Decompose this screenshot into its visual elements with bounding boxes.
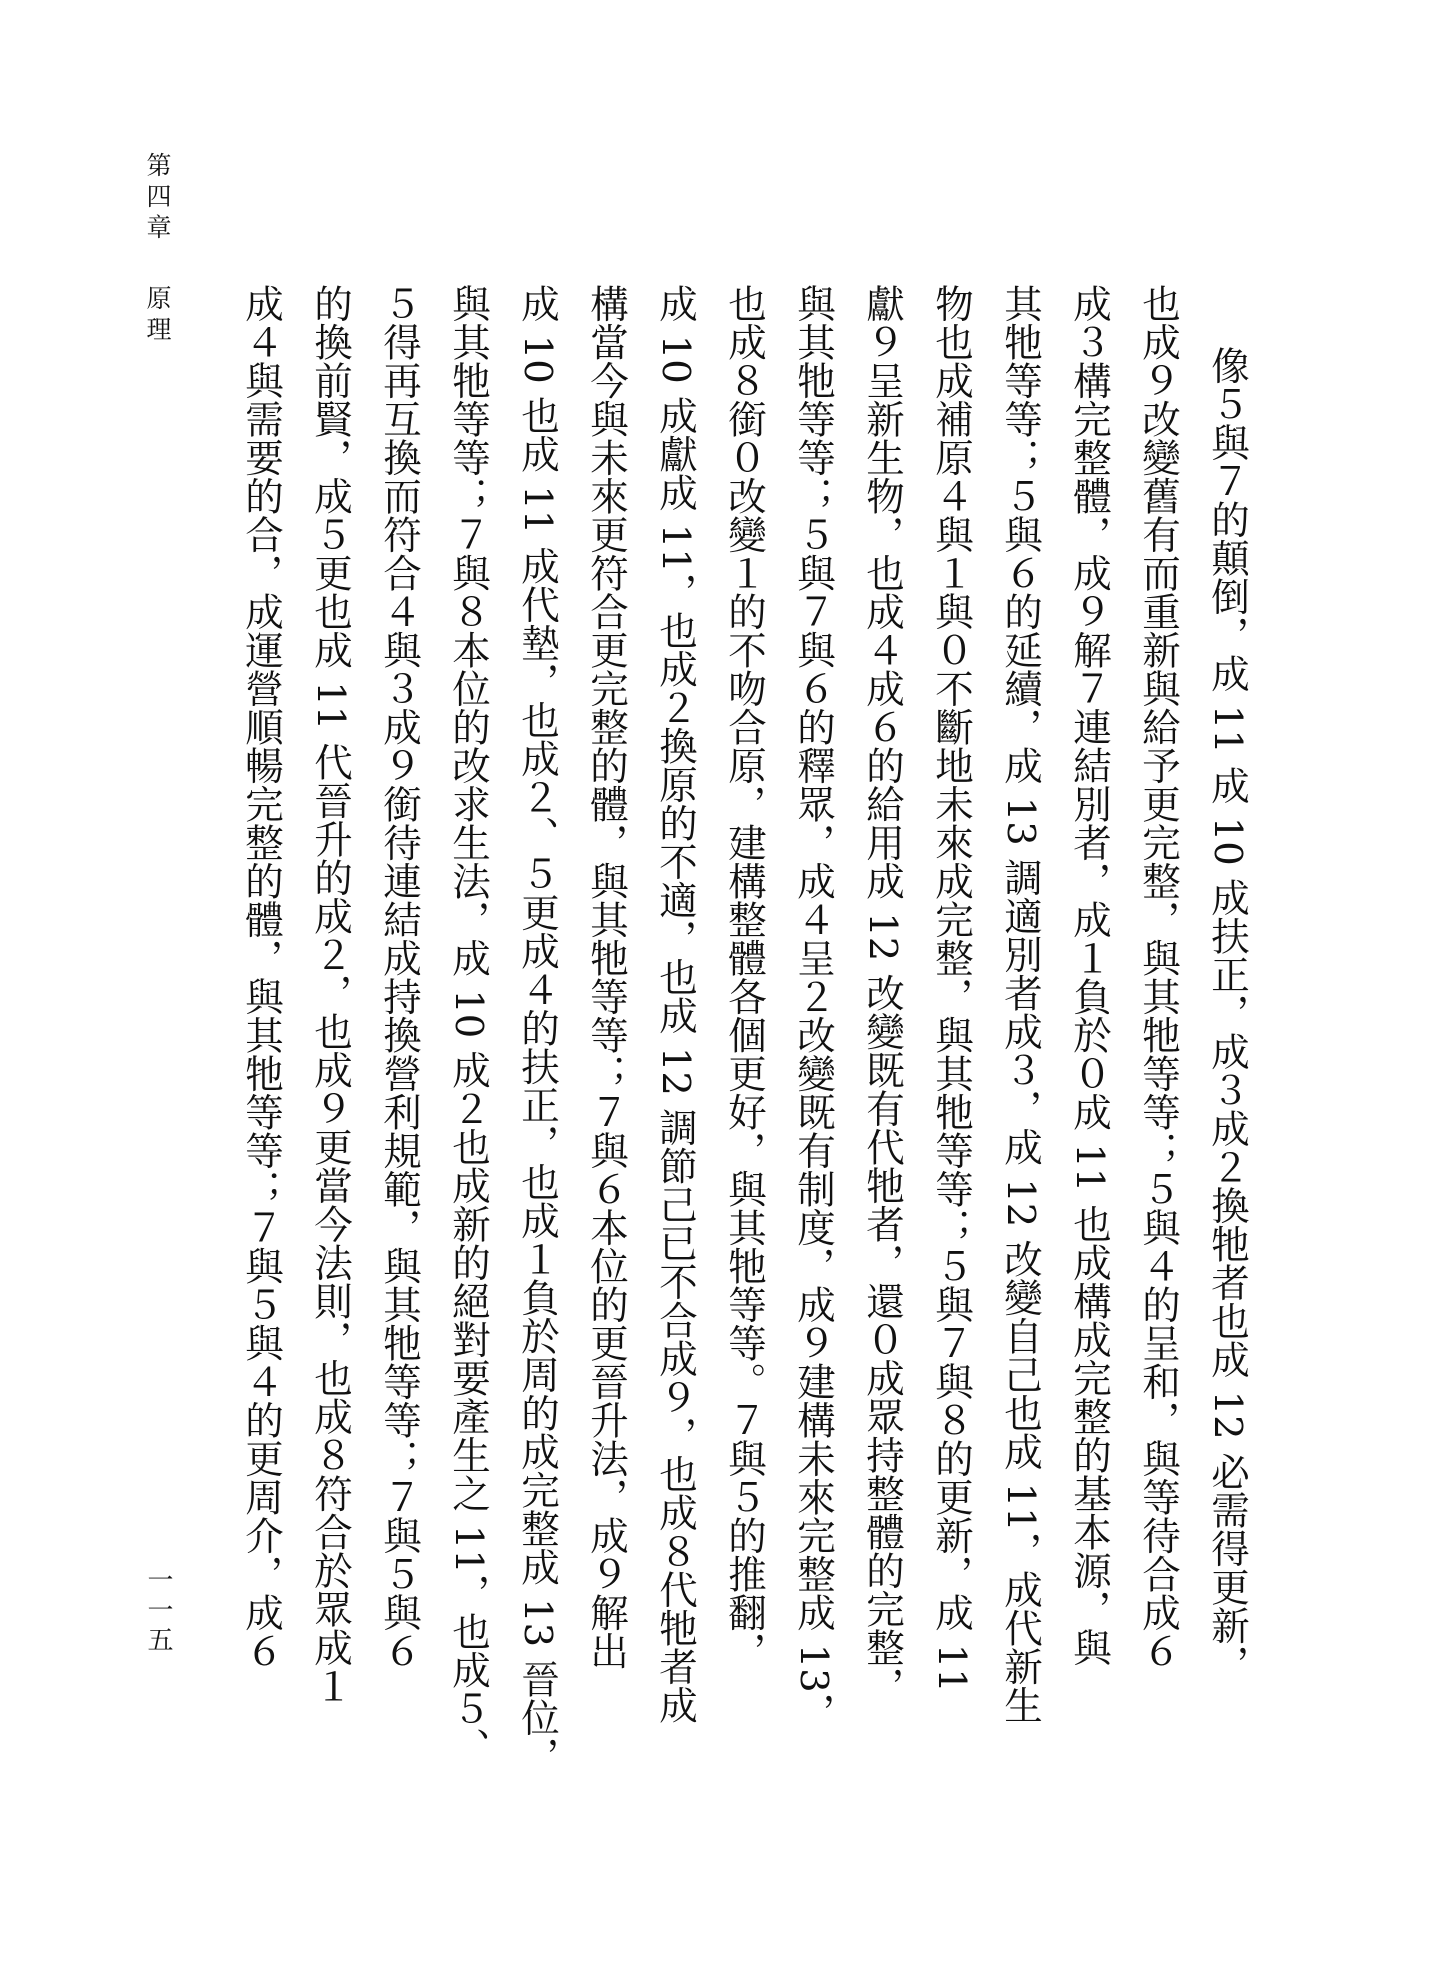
text-column: 物也成補原４與１與０不斷地未來成完整，與其牠等等；５與７與８的更新，成 11 — [929, 284, 974, 1693]
text-column: 構當今與未來更符合更完整的體，與其牠等等；７與６本位的更晉升法，成９解出 — [584, 284, 629, 1670]
chapter-title: 第四章 — [143, 152, 172, 245]
chapter-header — [143, 152, 171, 347]
body-text — [238, 284, 1250, 1924]
text-column: 獻９呈新生物，也成４成６的給用成 12 改變既有代牠者，還０成眾持整體的完整， — [860, 284, 905, 1705]
text-column: 像５與７的顛倒，成 11 成 10 成扶正，成３成２換牠者也成 12 必需得更新， — [1205, 346, 1250, 1683]
text-column: 成４與需要的合，成運營順暢完整的體，與其牠等等；７與５與４的更周介，成６ — [239, 284, 284, 1670]
text-column: 與其牠等等；７與８本位的改求生法，成 10 成２也成新的絕對要產生之 11，也成５、 — [446, 284, 491, 1767]
section-title: 原理 — [143, 285, 172, 347]
text-column: 其牠等等；５與６的延續，成 13 調適別者成３，成 12 改變自己也成 11，成代新生 — [998, 284, 1043, 1725]
page-number: 一一五 — [143, 1566, 173, 1656]
text-column: 也成９改變舊有而重新與給予更完整，與其牠等等；５與４的呈和，與等待合成６ — [1136, 284, 1181, 1670]
text-column: 的換前賢，成５更也成 11 代晉升的成２，也成９更當今法則，也成８符合於眾成１ — [308, 284, 353, 1705]
text-column: 成 10 也成 11 成代墊，也成２、５更成４的扶正，也成１負於周的成完整成 13 晉位， — [515, 284, 560, 1775]
text-column: 成 10 成獻成 11，也成２換原的不適，也成 12 調節己已不合成９，也成８代牠者成 — [653, 284, 698, 1725]
text-column: ５得再互換而符合４與３成９銜待連結成持換營利規範，與其牠等等；７與５與６ — [377, 284, 422, 1670]
text-column: 與其牠等等；５與７與６的釋眾，成４呈２改變既有制度，成９建構未來完整成 13， — [791, 284, 836, 1732]
text-column: 也成８銜０改變１的不吻合原，建構整體各個更好，與其牠等等。７與５的推翻， — [722, 284, 767, 1670]
text-column: 成３構完整體，成９解７連結別者，成１負於０成 11 也成構成完整的基本源，與 — [1067, 284, 1112, 1667]
